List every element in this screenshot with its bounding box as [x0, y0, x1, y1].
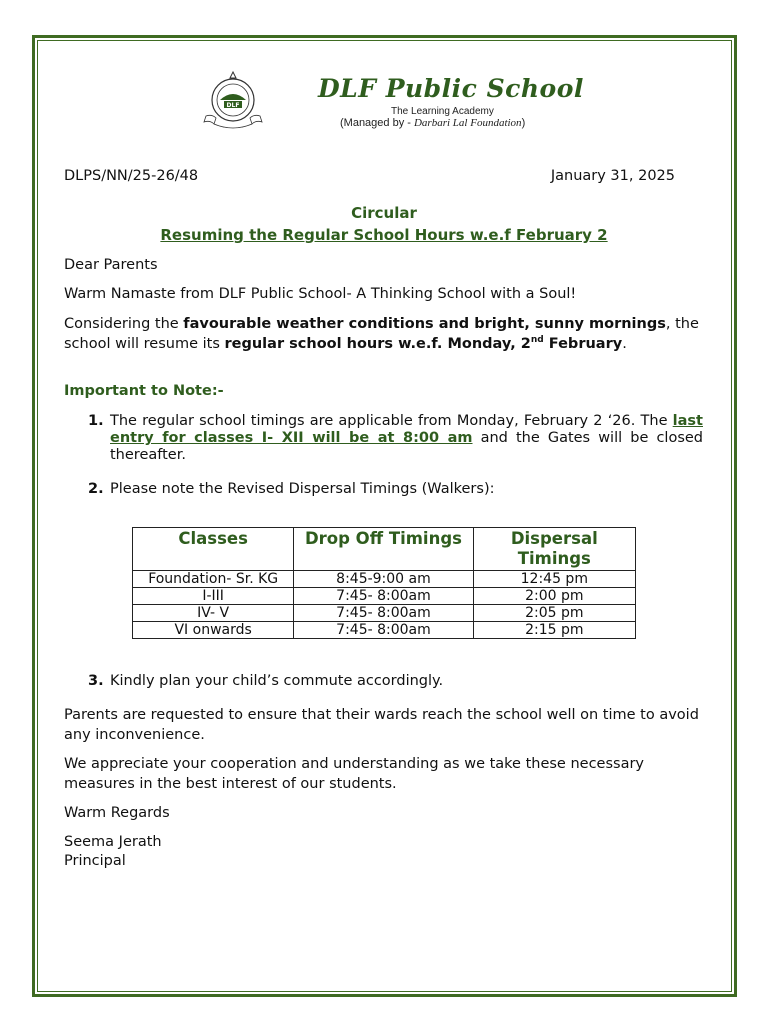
- considering-text-1: Considering the: [64, 316, 184, 332]
- list-number-2: 2.: [88, 481, 104, 497]
- circular-title: Circular: [351, 204, 417, 222]
- important-heading: Important to Note:-: [64, 383, 224, 399]
- school-tagline: The Learning Academy: [391, 106, 494, 117]
- table-cell: 8:45-9:00 am: [294, 571, 473, 588]
- considering-text-2: , the school will resume its: [64, 316, 699, 352]
- header-dispersal: Dispersal Timings: [473, 528, 635, 571]
- closing-paragraph-2: We appreciate your cooperation and understanding as we take these necessary measures in the best interest of our students.: [64, 756, 645, 792]
- table-cell: 2:05 pm: [473, 605, 635, 622]
- managed-suffix: ): [521, 117, 526, 129]
- table-cell: IV- V: [133, 605, 294, 622]
- list-item-1-text-2: and the Gates will be closed thereafter.: [110, 430, 703, 463]
- list-number-1: 1.: [88, 413, 104, 429]
- table-cell: I-III: [133, 588, 294, 605]
- signatory-name: Seema Jerath: [64, 834, 162, 850]
- dispersal-timings-table: [132, 527, 636, 639]
- list-item-1-text-1: The regular school timings are applicable from Monday, February 2 ‘26. The: [110, 413, 673, 429]
- salutation: Dear Parents: [64, 257, 158, 273]
- table-cell: VI onwards: [133, 622, 294, 639]
- considering-bold-1: favourable weather conditions and bright, sunny mornings: [183, 316, 666, 332]
- table-row: [133, 605, 636, 622]
- table-cell: Foundation- Sr. KG: [133, 571, 294, 588]
- considering-paragraph: [64, 315, 704, 354]
- header-classes: Classes: [133, 528, 294, 571]
- considering-text-3: .: [622, 335, 627, 352]
- table-row: [133, 622, 636, 639]
- circular-date: January 31, 2025: [550, 168, 675, 184]
- closing-paragraph-1: Parents are requested to ensure that their wards reach the school well on time to avoid any inconvenience.: [64, 707, 699, 743]
- greeting: Warm Namaste from DLF Public School- A Thinking School with a Soul!: [64, 286, 577, 302]
- list-item-1: [110, 413, 703, 464]
- table-cell: 2:15 pm: [473, 622, 635, 639]
- list-item-3: Kindly plan your child’s commute accordingly.: [110, 673, 444, 689]
- table-cell: 2:00 pm: [473, 588, 635, 605]
- school-name: DLF Public School: [318, 74, 584, 103]
- circular-subtitle: Resuming the Regular School Hours w.e.f February 2: [160, 226, 608, 244]
- managed-foundation: Darbari Lal Foundation: [413, 117, 522, 129]
- managed-prefix: (Managed by -: [340, 117, 414, 129]
- table-header-row: [133, 528, 636, 571]
- reference-number: DLPS/NN/25-26/48: [64, 168, 199, 184]
- table-row: [133, 588, 636, 605]
- table-cell: 7:45- 8:00am: [294, 622, 473, 639]
- signatory-designation: Principal: [64, 853, 126, 869]
- table-cell: 7:45- 8:00am: [294, 588, 473, 605]
- considering-sup: nd: [530, 334, 544, 345]
- list-number-3: 3.: [88, 673, 104, 689]
- table-row: [133, 571, 636, 588]
- considering-bold-3: February: [543, 335, 623, 352]
- list-item-2: Please note the Revised Dispersal Timings (Walkers):: [110, 481, 495, 497]
- school-crest-icon: [200, 70, 266, 136]
- last-entry-note: last entry for classes I- XII will be at 8:00 am: [110, 413, 703, 446]
- header-drop-off: Drop Off Timings: [294, 528, 473, 571]
- considering-bold-2: regular school hours w.e.f. Monday, 2: [224, 335, 531, 352]
- crest-text: DLF: [226, 102, 240, 109]
- table-cell: 12:45 pm: [473, 571, 635, 588]
- table-cell: 7:45- 8:00am: [294, 605, 473, 622]
- managed-by-line: [340, 117, 525, 129]
- warm-regards: Warm Regards: [64, 805, 170, 821]
